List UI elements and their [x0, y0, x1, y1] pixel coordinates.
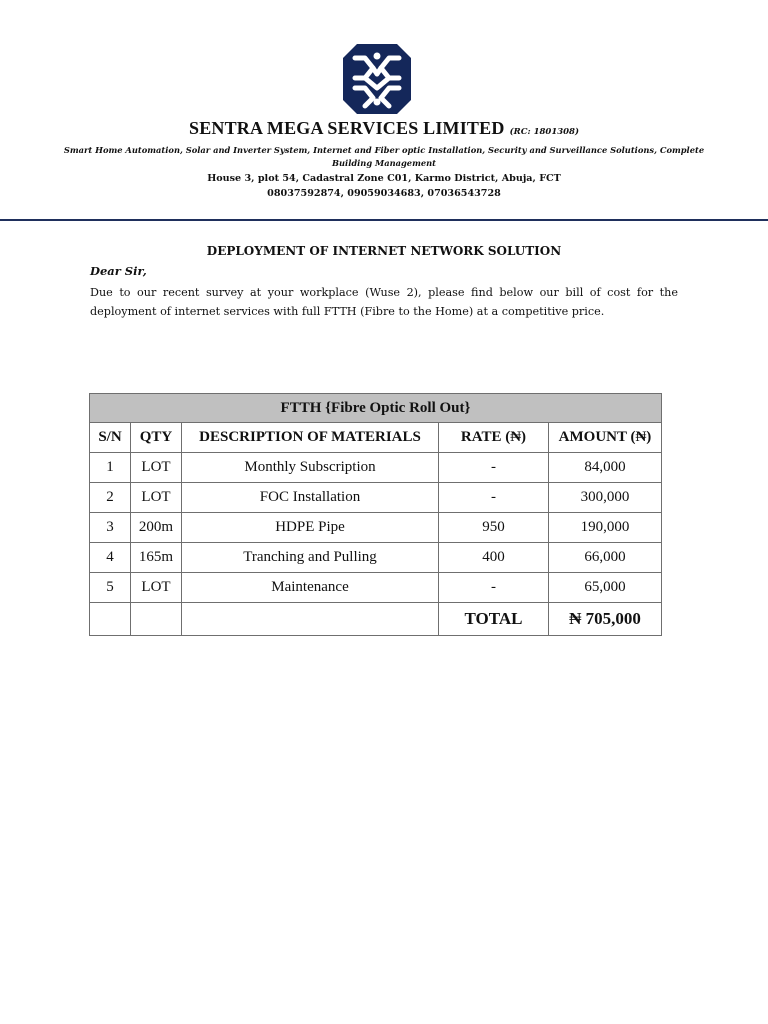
cell-qty: LOT [131, 573, 182, 603]
cell-amount: 84,000 [549, 453, 662, 483]
header-description: DESCRIPTION OF MATERIALS [182, 423, 439, 453]
cell-sn: 5 [90, 573, 131, 603]
cell-amount: 65,000 [549, 573, 662, 603]
cell-sn: 4 [90, 543, 131, 573]
bill-of-cost-table [89, 393, 662, 636]
table-row [90, 573, 662, 603]
cell-description: Maintenance [182, 573, 439, 603]
letter-body: Due to our recent survey at your workplace (Wuse 2), please find below our bill of cost for the deployment of internet services with full FTTH (Fibre to the Home) at a competitive price. [90, 286, 678, 318]
company-name: SENTRA MEGA SERVICES LIMITED [188, 118, 505, 138]
total-amount: ₦ 705,000 [549, 603, 662, 636]
cell-amount: 300,000 [549, 483, 662, 513]
header-amount: AMOUNT (₦) [549, 423, 662, 453]
cell-qty: LOT [131, 483, 182, 513]
cell-empty [90, 603, 131, 636]
cell-sn: 3 [90, 513, 131, 543]
cell-qty: 165m [131, 543, 182, 573]
cell-amount: 190,000 [549, 513, 662, 543]
total-label: TOTAL [439, 603, 549, 636]
header-qty: QTY [131, 423, 182, 453]
cell-description: Tranching and Pulling [182, 543, 439, 573]
letter-title: DEPLOYMENT OF INTERNET NETWORK SOLUTION [206, 244, 562, 258]
letter-salutation: Dear Sir, [90, 264, 147, 278]
table-title: FTTH {Fibre Optic Roll Out} [90, 394, 662, 423]
cell-qty: 200m [131, 513, 182, 543]
company-address: House 3, plot 54, Cadastral Zone C01, Karmo District, Abuja, FCT [207, 173, 561, 184]
company-phones: 08037592874, 09059034683, 07036543728 [267, 188, 501, 199]
table-title-row [90, 394, 662, 423]
company-name-line [0, 118, 768, 139]
cell-rate: - [439, 453, 549, 483]
cell-description: Monthly Subscription [182, 453, 439, 483]
cell-rate: 950 [439, 513, 549, 543]
cell-sn: 2 [90, 483, 131, 513]
cell-amount: 66,000 [549, 543, 662, 573]
cell-sn: 1 [90, 453, 131, 483]
company-rc-number: (RC: 1801308) [509, 127, 579, 137]
header-rate: RATE (₦) [439, 423, 549, 453]
table-row [90, 513, 662, 543]
cell-rate: 400 [439, 543, 549, 573]
table-total-row [90, 603, 662, 636]
cell-empty [131, 603, 182, 636]
cell-empty [182, 603, 439, 636]
cell-rate: - [439, 573, 549, 603]
cell-description: HDPE Pipe [182, 513, 439, 543]
company-tagline: Smart Home Automation, Solar and Inverter System, Internet and Fiber optic Installation, Security and Surveillance Solutions, Complete Building Management [63, 145, 705, 168]
header-sn: S/N [90, 423, 131, 453]
header-divider [0, 219, 768, 221]
table-row [90, 483, 662, 513]
table-row [90, 543, 662, 573]
cell-description: FOC Installation [182, 483, 439, 513]
cell-qty: LOT [131, 453, 182, 483]
company-logo-icon [343, 44, 411, 114]
table-header-row [90, 423, 662, 453]
cell-rate: - [439, 483, 549, 513]
table-row [90, 453, 662, 483]
